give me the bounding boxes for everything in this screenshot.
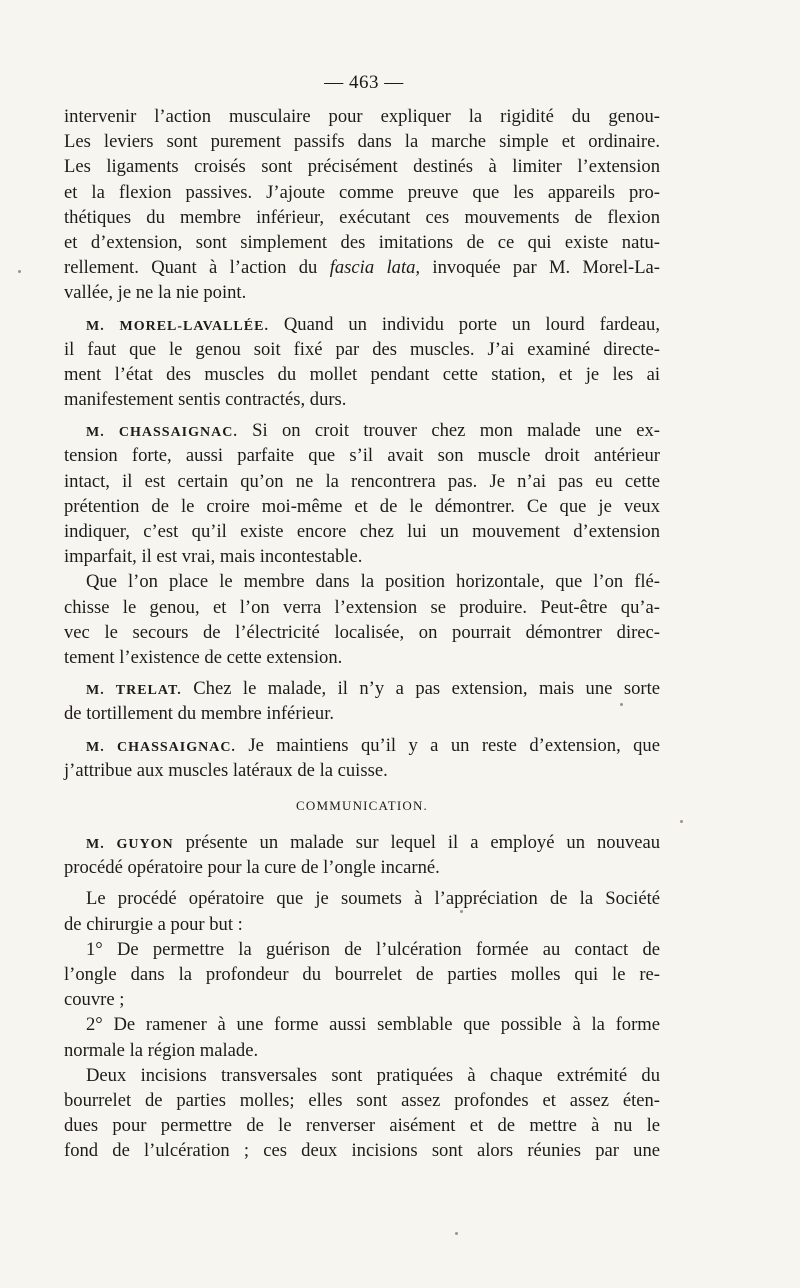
text-line: intervenir l’action musculaire pour expliquer la rigidité du genou- xyxy=(64,106,660,127)
text-line: indiquer, c’est qu’il existe encore chez lui un mouvement d’extension xyxy=(64,521,660,542)
line-text: Si on croit trouver chez mon malade une ex- xyxy=(237,420,660,442)
text-line xyxy=(64,830,660,855)
line-text: présente un malade sur lequel il a employé un nouveau xyxy=(173,832,660,854)
text-line: et d’extension, sont simplement des imitations de ce qui existe natu- xyxy=(64,231,660,253)
line-text: Je maintiens qu’il y a un reste d’extension, que xyxy=(235,734,660,756)
italic-term: fascia lata, xyxy=(329,257,421,279)
text-line: bourrelet de parties molles; elles sont assez profondes et assez éten- xyxy=(64,1089,660,1111)
section-heading: COMMUNICATION. xyxy=(296,797,428,813)
text-line: thétiques du membre inférieur, exécutant ces mouvements de flexion xyxy=(64,206,660,228)
text-column xyxy=(64,104,660,1164)
text-line xyxy=(64,733,660,758)
line-text: rellement. Quant à l’action du xyxy=(64,257,330,279)
text-line: tement l’existence de cette extension. xyxy=(64,646,343,668)
text-line xyxy=(64,418,660,443)
text-line: imparfait, il est vrai, mais incontestable. xyxy=(64,546,363,568)
text-line: manifestement sentis contractés, durs. xyxy=(64,389,347,411)
text-line: 2° De ramener à une forme aussi semblable que possible à la forme xyxy=(86,1014,660,1036)
paper-speck xyxy=(455,1232,458,1235)
page-number: — 463 — xyxy=(324,72,404,93)
line-text: invoquée par M. Morel-La- xyxy=(420,257,660,279)
text-line: Les ligaments croisés sont précisément destinés à limiter l’extension xyxy=(64,156,660,178)
text-line: Que l’on place le membre dans la position horizontale, que l’on flé- xyxy=(86,571,660,593)
paper-speck xyxy=(680,820,683,823)
text-line: de chirurgie a pour but : xyxy=(64,913,243,935)
text-line: Les leviers sont purement passifs dans la marche simple et ordinaire. xyxy=(64,131,660,153)
text-line: dues pour permettre de le renverser aisément et de mettre à nu le xyxy=(64,1115,660,1137)
paper-speck xyxy=(18,270,21,273)
text-line xyxy=(64,255,660,280)
speaker-name: M. TRELAT. xyxy=(86,683,182,699)
speaker-name: M. GUYON xyxy=(86,837,174,853)
text-line: vallée, je ne la nie point. xyxy=(64,282,247,304)
line-text: Quand un individu porte un lourd fardeau, xyxy=(268,313,660,335)
text-line: j’attribue aux muscles latéraux de la cuisse. xyxy=(64,759,388,781)
paper-speck xyxy=(620,703,623,706)
text-line: prétention de le croire moi-même et de le démontrer. Ce que je veux xyxy=(64,495,660,517)
line-text: Chez le malade, il n’y a pas extension, mais une sorte xyxy=(181,678,660,700)
text-line: 1° De permettre la guérison de l’ulcération formée au contact de xyxy=(86,938,660,960)
text-line: fond de l’ulcération ; ces deux incisions sont alors réunies par une xyxy=(64,1140,660,1162)
text-line: vec le secours de l’électricité localisée, on pourrait démontrer direc- xyxy=(64,621,660,643)
paper-speck xyxy=(460,910,463,913)
text-line: et la flexion passives. J’ajoute comme preuve que les appareils pro- xyxy=(64,181,660,203)
text-line: intact, il est certain qu’on ne la rencontrera pas. Je n’ai pas eu cette xyxy=(64,470,660,492)
text-line: chisse le genou, et l’on verra l’extension se produire. Peut-être qu’a- xyxy=(64,596,660,618)
text-line: l’ongle dans la profondeur du bourrelet de parties molles qui le re- xyxy=(64,964,660,985)
text-line xyxy=(64,312,660,337)
text-line: ment l’état des muscles du mollet pendant cette station, et je les ai xyxy=(64,363,660,385)
text-line: de tortillement du membre inférieur. xyxy=(64,703,335,725)
text-line: normale la région malade. xyxy=(64,1039,259,1061)
text-line: Le procédé opératoire que je soumets à l’appréciation de la Société xyxy=(86,888,660,910)
speaker-name: M. CHASSAIGNAC. xyxy=(86,425,238,441)
text-line: procédé opératoire pour la cure de l’ongle incarné. xyxy=(64,857,440,879)
text-line: couvre ; xyxy=(64,989,125,1011)
speaker-name: M. CHASSAIGNAC. xyxy=(86,739,236,755)
text-line: Deux incisions transversales sont pratiquées à chaque extrémité du xyxy=(86,1064,660,1086)
text-line: il faut que le genou soit fixé par des muscles. J’ai examiné directe- xyxy=(64,338,660,360)
text-line xyxy=(64,676,660,701)
text-line: tension forte, aussi parfaite que s’il avait son muscle droit antérieur xyxy=(64,445,660,467)
speaker-name: M. MOREL-LAVALLÉE. xyxy=(86,318,269,334)
